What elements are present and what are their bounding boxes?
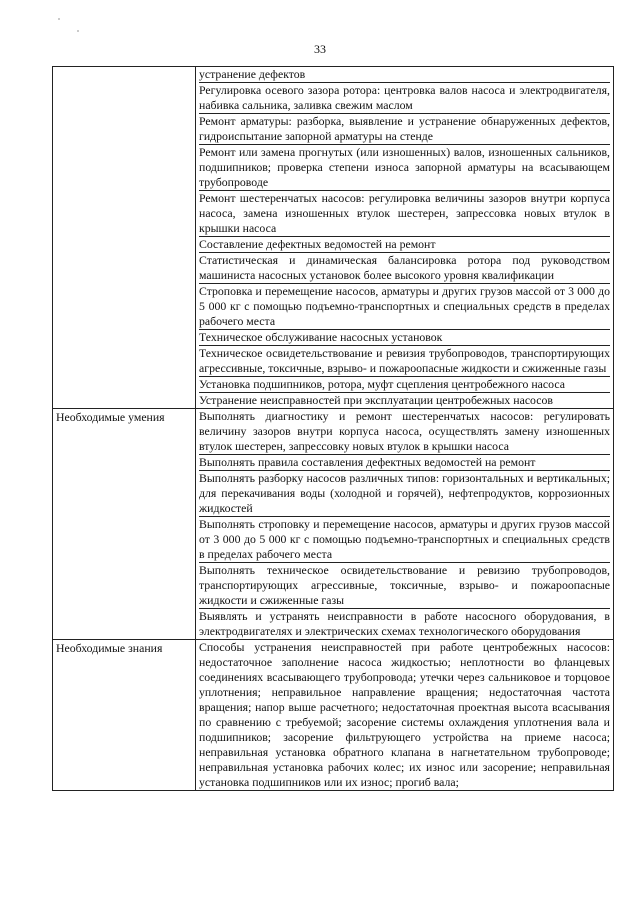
list-item: Ремонт или замена прогнутых (или изношенных) валов, изношенных сальников, подшипников; проверка степени износа запорной арматуры на всасывающем трубопроводе — [199, 145, 610, 189]
list-item: Статистическая и динамическая балансировка ротора под руководством машиниста насосных установок более высокого уровня квалификации — [199, 253, 610, 282]
table-row-skills — [53, 409, 614, 640]
list-item: Техническое обслуживание насосных установок — [199, 330, 610, 346]
list-item: устранение дефектов — [199, 67, 610, 83]
list-item: Выполнять правила составления дефектных ведомостей на ремонт — [199, 455, 610, 471]
scan-speck — [58, 18, 60, 20]
section-content-cell — [196, 67, 614, 409]
section-label-cell — [53, 67, 196, 409]
section-label — [56, 67, 192, 68]
section-label: Необходимые знания — [56, 641, 163, 655]
section-label-cell — [53, 640, 196, 791]
section-content-cell — [196, 409, 614, 640]
section-label-cell — [53, 409, 196, 640]
table-row-knowledge — [53, 640, 614, 791]
list-item: Устранение неисправностей при эксплуатации центробежных насосов — [199, 393, 553, 407]
table-row-continuation — [53, 67, 614, 409]
list-item: Способы устранения неисправностей при работе центробежных насосов: недостаточное заполнение насоса жидкостью; неплотности во фланцевых соединениях всасывающего трубопровода; утечки через сальниковое и торцовое уплотнения; неправильное направление вращения; недостаточная частота вращения; напор выше расчетного; недостаточная проектная высота всасывания по сравнению с требуемой; засорение системы охлаждения уплотнения вала и подшипников; засорение фильтрующего устройства на приеме насоса; неправильная установка обратного клапана в нагнетательном трубопроводе; неправильная установка рабочих колес; их износ или засорение; неправильная установка подшипников или их износ; прогиб вала; — [199, 640, 610, 789]
list-item: Установка подшипников, ротора, муфт сцепления центробежного насоса — [199, 377, 610, 393]
list-item: Выполнять строповку и перемещение насосов, арматуры и других грузов массой от 3 000 до 5 000 кг с помощью подъемно-транспортных и специальных средств в пределах рабочего места — [199, 517, 610, 561]
list-item: Выполнять разборку насосов различных типов: горизонтальных и вертикальных; для перекачивания воды (холодной и горячей), нефтепродуктов, коррозионных жидкостей — [199, 471, 610, 515]
list-item: Регулировка осевого зазора ротора: центровка валов насоса и электродвигателя, набивка сальника, заливка свежим маслом — [199, 83, 610, 112]
list-item: Ремонт арматуры: разборка, выявление и устранение обнаруженных дефектов, гидроиспытание запорной арматуры на стенде — [199, 114, 610, 143]
section-content-cell — [196, 640, 614, 791]
list-item: Выполнять диагностику и ремонт шестеренчатых насосов: регулировать величину зазоров внутри корпуса насоса, осуществлять замену изношенных втулок шестерен, запрессовку новых втулок в крышки насоса — [199, 409, 610, 453]
list-item: Ремонт шестеренчатых насосов: регулировка величины зазоров внутри корпуса насоса, замена изношенных втулок шестерен, запрессовка новых втулок в крышки насоса — [199, 191, 610, 235]
list-item: Строповка и перемещение насосов, арматуры и других грузов массой от 3 000 до 5 000 кг с помощью подъемно-транспортных и специальных средств в пределах рабочего места — [199, 284, 610, 328]
list-item: Выполнять техническое освидетельствование и ревизию трубопроводов, транспортирующих агрессивные, токсичные, взрыво- и пожароопасные жидкости и сжиженные газы — [199, 563, 610, 607]
list-item: Техническое освидетельствование и ревизия трубопроводов, транспортирующих агрессивные, токсичные, взрыво- и пожароопасные жидкости и сжиженные газы — [199, 346, 610, 375]
scan-speck — [77, 30, 79, 32]
section-label: Необходимые умения — [56, 410, 165, 424]
page-number: 33 — [314, 42, 326, 56]
list-item: Выявлять и устранять неисправности в работе насосного оборудования, в электродвигателях и электрических схемах технологического оборудования — [199, 609, 610, 638]
list-item: Составление дефектных ведомостей на ремонт — [199, 237, 610, 253]
competency-table — [52, 66, 614, 791]
